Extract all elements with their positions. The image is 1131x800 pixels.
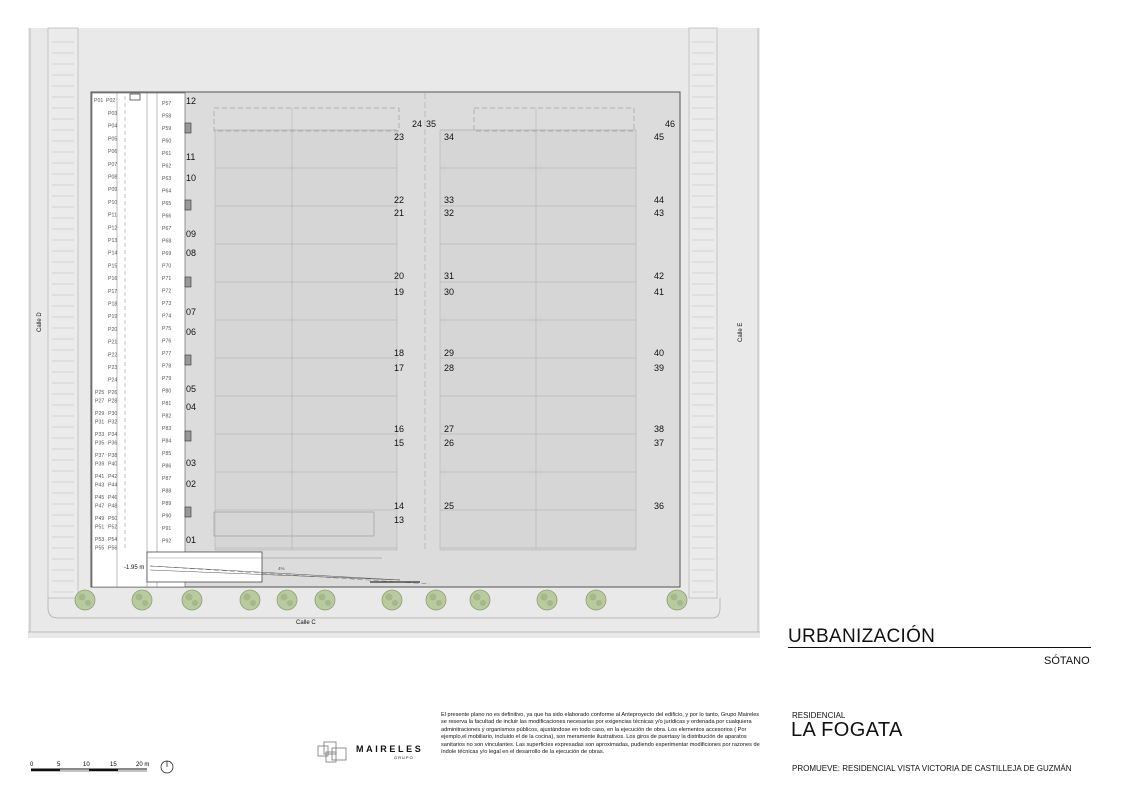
parking-space: P27 [95, 398, 105, 405]
parking-space: P61 [162, 151, 172, 157]
parking-space: P39 [95, 461, 105, 468]
tree-icon [277, 590, 297, 610]
parking-space: P40 [108, 461, 118, 468]
parking-space: P91 [162, 526, 172, 532]
ramp-level: -1.95 m [124, 565, 145, 571]
unit-number: 01 [186, 535, 197, 545]
parking-space: P35 [95, 440, 105, 447]
parking-space: P55 [95, 545, 105, 552]
parking-space: P79 [162, 376, 172, 382]
core-4 [185, 431, 191, 441]
parking-space: P67 [162, 226, 172, 232]
parking-space: P74 [162, 313, 172, 320]
unit-number: 15 [394, 438, 405, 448]
parking-space: P62 [162, 163, 172, 170]
parking-space: P64 [162, 188, 172, 195]
unit-number: 08 [186, 248, 197, 258]
parking-space: P46 [108, 495, 118, 501]
parking-space: P03 [108, 111, 118, 117]
parking-space: P49 [95, 516, 105, 522]
project-label: RESIDENCIAL [792, 711, 846, 720]
disclaimer-text: El presente plano no es definitivo, ya que ha sido elaborado conforme al Anteproyecto del edificio, y por lo tanto, Grupo Maireles se reserva la facultad de incluir las modificaciones necesarias por exigencias técnicas y/o jurídicas y ordenada por cualquiera adminitraciones y organismos públicos, ajustándose en todo caso, en la ejecución de obra. Los elementos accesorios ( Por ejemplo,el mobiliario, incluido el de la cocina), son meramente ilustrativos. Los giros de puertasy la distribución de aparatos sanitarios no son vinculantes. Las superficies expresadas son aproximadas, pudiendo experimentar modificiones por razones de índole técnicas y/o legal en el desarrollo de la ejecución de obras. [441, 712, 760, 756]
parking-space: P32 [108, 419, 118, 426]
parking-space: P87 [162, 476, 172, 482]
unit-number: 17 [394, 363, 405, 373]
parking-space: P92 [162, 538, 172, 545]
parking-space: P45 [95, 495, 105, 501]
plan-title: URBANIZACIÓN [788, 626, 936, 647]
unit-number: 37 [654, 438, 665, 448]
tree-icon [470, 590, 490, 610]
core-0 [185, 123, 191, 133]
unit-number: 05 [186, 384, 197, 394]
scale-bar [30, 760, 190, 786]
unit-number: 21 [394, 208, 405, 218]
core-5 [185, 507, 191, 517]
unit-number: 13 [394, 515, 405, 525]
unit-number: 09 [186, 229, 197, 239]
parking-space: P44 [108, 482, 118, 489]
unit-number: 07 [186, 307, 197, 317]
parking-space: P38 [108, 453, 118, 459]
parking-space: P70 [162, 263, 172, 270]
street-label-east: Calle E [738, 322, 744, 342]
logo-wordmark: MAIRELES [356, 744, 424, 754]
parking-space: P36 [108, 440, 118, 447]
plan-subtitle: SÓTANO [1044, 655, 1090, 667]
unit-number: 22 [394, 195, 405, 205]
core-2 [185, 277, 191, 287]
unit-number: 12 [186, 96, 197, 106]
parking-space: P52 [108, 524, 118, 531]
title-rule [788, 647, 1091, 648]
tree-icon [132, 590, 152, 610]
parking-space: P31 [95, 419, 105, 426]
parking-space: P34 [108, 432, 118, 438]
parking-space: P66 [162, 213, 172, 220]
parking-space: P59 [162, 126, 172, 132]
parking-space: P29 [95, 411, 105, 417]
parking-space: P81 [162, 401, 172, 407]
parking-space: P26 [108, 390, 118, 396]
ramp-slope: 4% [278, 566, 285, 571]
unit-number: 44 [654, 195, 665, 205]
parking-space: P01 [94, 98, 104, 104]
unit-number: 27 [444, 424, 455, 434]
unit-number: 02 [186, 479, 197, 489]
parking-space: P89 [162, 501, 172, 507]
unit-number: 31 [444, 271, 455, 281]
parking-space: P19 [108, 314, 118, 321]
unit-number: 11 [186, 152, 196, 162]
tree-icon [315, 590, 335, 610]
tree-icon [182, 590, 202, 610]
parking-space: P07 [108, 161, 118, 168]
tree-icon [586, 590, 606, 610]
parking-space: P71 [162, 276, 172, 282]
parking-space: P11 [108, 212, 117, 219]
unit-number: 42 [654, 271, 665, 281]
parking-space: P15 [108, 263, 118, 270]
tree-icon [75, 590, 95, 610]
parking-space: P05 [108, 136, 118, 143]
parking-space: P63 [162, 176, 172, 182]
unit-number: 41 [654, 287, 665, 297]
unit-number: 26 [444, 438, 455, 448]
logo-subtext: GRUPO [394, 755, 414, 760]
street-label-south: Calle C [296, 620, 316, 626]
scale-tick-0: 0 [30, 762, 34, 768]
plan-base [28, 28, 760, 638]
parking-space: P51 [95, 524, 105, 531]
parking-space: P33 [95, 432, 105, 438]
tree-icon [667, 590, 687, 610]
scale-tick-20: 20 m [136, 762, 150, 768]
unit-number: 40 [654, 348, 665, 358]
unit-number: 23 [394, 132, 405, 142]
unit-number: 34 [444, 132, 455, 142]
parking-space: P04 [108, 123, 118, 130]
unit-number: 35 [426, 119, 437, 129]
tree-icon [537, 590, 557, 610]
unit-number: 18 [394, 348, 405, 358]
parking-space: P68 [162, 238, 172, 245]
unit-number: 45 [654, 132, 665, 142]
unit-number: 19 [394, 287, 405, 297]
sidewalk-west [48, 28, 78, 598]
parking-space: P21 [108, 339, 118, 346]
parking-space: P47 [95, 503, 105, 510]
parking-space: P12 [108, 225, 118, 232]
parking-space: P48 [108, 503, 118, 510]
parking-space: P08 [108, 174, 118, 181]
unit-number: 03 [186, 458, 197, 468]
parking-space: P17 [108, 288, 118, 295]
parking-space: P58 [162, 113, 172, 120]
unit-number: 38 [654, 424, 665, 434]
parking-space: P65 [162, 201, 172, 207]
unit-number: 06 [186, 327, 197, 337]
unit-number: 16 [394, 424, 405, 434]
unit-number: 24 [412, 119, 423, 129]
unit-number: 25 [444, 501, 455, 511]
unit-number: 39 [654, 363, 665, 373]
tree-icon [240, 590, 260, 610]
parking-space: P84 [162, 438, 172, 445]
parking-space: P54 [108, 537, 118, 543]
parking-space: P28 [108, 398, 118, 405]
promoter-text: PROMUEVE: RESIDENCIAL VISTA VICTORIA DE CASTILLEJA DE GUZMÁN [792, 764, 1072, 773]
unit-number: 36 [654, 501, 665, 511]
parking-space: P09 [108, 187, 118, 194]
unit-number: 29 [444, 348, 455, 358]
parking-space: P80 [162, 388, 172, 395]
parking-space: P14 [108, 250, 118, 257]
parking-space: P77 [162, 351, 172, 357]
sidewalk-east [689, 28, 717, 598]
parking-space: P37 [95, 453, 105, 459]
maireles-logo-icon [316, 740, 352, 764]
parking-space: P02 [106, 98, 116, 104]
core-1 [185, 200, 191, 210]
parking-space: P57 [162, 101, 172, 107]
parking-space: P16 [108, 276, 118, 283]
parking-space: P76 [162, 338, 172, 345]
unit-number: 30 [444, 287, 455, 297]
parking-space: P72 [162, 288, 172, 295]
unit-number: 14 [394, 501, 405, 511]
unit-number: 32 [444, 208, 455, 218]
unit-number: 43 [654, 208, 665, 218]
parking-space: P75 [162, 326, 172, 332]
parking-space: P43 [95, 482, 105, 489]
parking-space: P56 [108, 545, 118, 552]
parking-space: P10 [108, 199, 118, 206]
parking-space: P78 [162, 363, 172, 370]
unit-number: 10 [186, 173, 197, 183]
tree-icon [382, 590, 402, 610]
street-label-west: Calle D [37, 312, 43, 332]
core-3 [185, 355, 191, 365]
scale-tick-5: 5 [57, 762, 61, 768]
parking-space: P73 [162, 301, 172, 307]
parking-space: P83 [162, 426, 172, 432]
parking-space: P53 [95, 537, 105, 543]
unit-number: 46 [665, 119, 676, 129]
parking-space: P88 [162, 488, 172, 495]
parking-space: P20 [108, 326, 118, 333]
parking-space: P42 [108, 474, 118, 480]
unit-number: 04 [186, 402, 197, 412]
project-name: LA FOGATA [791, 719, 903, 741]
parking-space: P30 [108, 411, 118, 417]
parking-space: P69 [162, 251, 172, 257]
parking-space: P23 [108, 365, 118, 371]
parking-space: P13 [108, 238, 118, 244]
parking-space: P18 [108, 301, 118, 308]
parking-space: P60 [162, 138, 172, 145]
stair-icon [130, 94, 140, 100]
tree-icon [426, 590, 446, 610]
parking-space: P86 [162, 463, 172, 470]
scale-tick-15: 15 [110, 762, 117, 768]
scale-tick-10: 10 [83, 762, 90, 768]
parking-space: P25 [95, 390, 105, 396]
unit-number: 28 [444, 363, 455, 373]
parking-space: P06 [108, 149, 118, 156]
parking-space: P24 [108, 377, 118, 384]
parking-space: P41 [95, 474, 105, 480]
parking-space: P85 [162, 451, 172, 457]
unit-number: 20 [394, 271, 405, 281]
parking-space: P82 [162, 413, 172, 420]
parking-space: P22 [108, 352, 118, 359]
parking-space: P50 [108, 516, 118, 522]
unit-number: 33 [444, 195, 455, 205]
parking-space: P90 [162, 513, 172, 520]
